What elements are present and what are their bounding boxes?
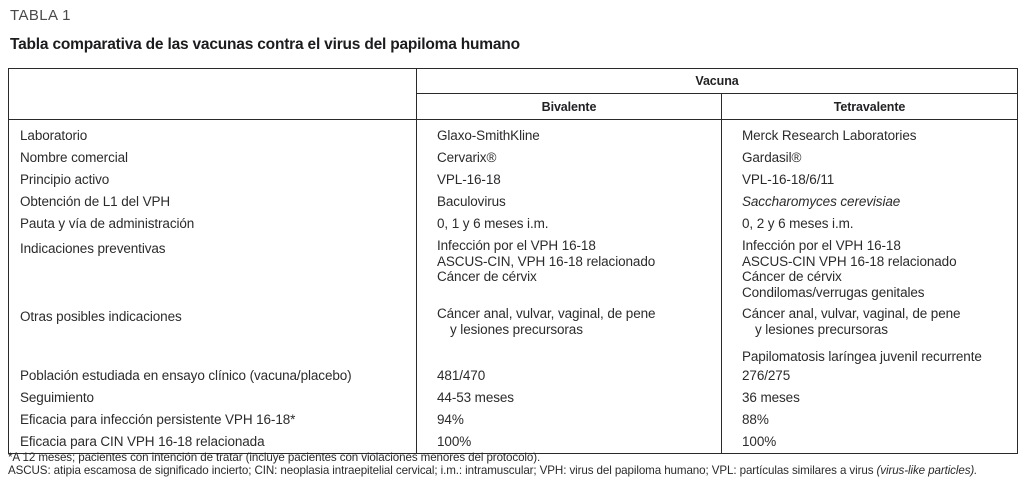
row-label: Obtención de L1 del VPH — [20, 194, 171, 209]
footnote-line-2-text: ASCUS: atipia escamosa de significado incierto; CIN: neoplasia intraepitelial cervical; i.m.: intramuscular; VPH: virus del papiloma humano; VPL: partículas similares a virus — [8, 464, 877, 477]
row-label: Laboratorio — [20, 128, 88, 143]
cell-bivalente: Baculovirus — [417, 191, 722, 213]
cell-bivalente: 481/470 — [417, 365, 722, 387]
table-row — [9, 147, 1018, 169]
footnote-line-2-italic: (virus-like particles). — [876, 464, 978, 477]
table-header — [9, 69, 1018, 120]
table-number-label: TABLA 1 — [10, 7, 71, 24]
row-label: Población estudiada en ensayo clínico (vacuna/placebo) — [20, 367, 352, 383]
footnote-line-1: *A 12 meses; pacientes con intención de tratar (incluye pacientes con violaciones menores del protocolo). — [8, 451, 541, 464]
cell-line: Cáncer de cérvix — [437, 269, 537, 284]
row-label: Eficacia para infección persistente VPH 16-18* — [20, 411, 296, 427]
cell-tetravalente — [722, 301, 1018, 365]
comparison-table-container — [8, 68, 1017, 447]
cell-line: Infección por el VPH 16-18 — [437, 238, 596, 253]
cell-tetravalente: Merck Research Laboratories — [722, 120, 1018, 148]
cell-line: Condilomas/verrugas genitales — [742, 284, 925, 300]
cell-tetravalente: Saccharomyces cerevisiae — [722, 191, 1018, 213]
cell-bivalente — [417, 301, 722, 365]
comparison-table — [8, 68, 1018, 454]
cell-line: Cáncer de cérvix — [742, 269, 842, 284]
cell-tetravalente — [722, 235, 1018, 301]
table-row — [9, 365, 1018, 387]
column-header-tetravalente: Tetravalente — [722, 94, 1018, 120]
row-label: Principio activo — [20, 172, 110, 187]
cell-line: y lesiones precursoras — [755, 321, 888, 337]
cell-line: Cáncer anal, vulvar, vaginal, de pene — [742, 306, 961, 321]
cell-bivalente: 94% — [417, 409, 722, 431]
table-row — [9, 191, 1018, 213]
cell-tetravalente: 0, 2 y 6 meses i.m. — [722, 213, 1018, 235]
column-header-bivalente: Bivalente — [417, 94, 722, 120]
row-label: Pauta y vía de administración — [20, 216, 195, 231]
cell-bivalente: 100% — [417, 431, 722, 454]
row-label: Indicaciones preventivas — [20, 241, 166, 256]
table-body — [9, 120, 1018, 454]
cell-bivalente: 44-53 meses — [417, 387, 722, 409]
row-label: Otras posibles indicaciones — [20, 309, 182, 324]
cell-tetravalente: VPL-16-18/6/11 — [722, 169, 1018, 191]
footnote-line-2 — [8, 464, 1018, 477]
group-header-vacuna: Vacuna — [417, 69, 1018, 94]
cell-bivalente: VPL-16-18 — [417, 169, 722, 191]
table-row — [9, 235, 1018, 301]
cell-line: Cáncer anal, vulvar, vaginal, de pene — [437, 306, 656, 321]
cell-line: y lesiones precursoras — [450, 321, 583, 337]
cell-tetravalente: Gardasil® — [722, 147, 1018, 169]
row-label: Nombre comercial — [20, 150, 128, 165]
cell-line: Infección por el VPH 16-18 — [742, 238, 901, 253]
cell-tetravalente: 100% — [722, 431, 1018, 454]
table-row — [9, 387, 1018, 409]
row-label: Eficacia para CIN VPH 16-18 relacionada — [20, 433, 265, 449]
table-title: Tabla comparativa de las vacunas contra el virus del papiloma humano — [10, 36, 520, 53]
cell-tetravalente: 36 meses — [722, 387, 1018, 409]
table-row — [9, 301, 1018, 365]
cell-tetravalente: 88% — [722, 409, 1018, 431]
footnotes — [8, 451, 1018, 477]
cell-bivalente: Cervarix® — [417, 147, 722, 169]
cell-line: ASCUS-CIN VPH 16-18 relacionado — [742, 253, 957, 269]
table-row — [9, 431, 1018, 454]
table-row — [9, 120, 1018, 148]
table-row — [9, 409, 1018, 431]
cell-tetravalente: 276/275 — [722, 365, 1018, 387]
cell-bivalente: Glaxo-SmithKline — [417, 120, 722, 148]
cell-bivalente: 0, 1 y 6 meses i.m. — [417, 213, 722, 235]
cell-line: Papilomatosis laríngea juvenil recurrente — [742, 349, 982, 364]
cell-line: ASCUS-CIN, VPH 16-18 relacionado — [437, 253, 656, 269]
cell-bivalente — [417, 235, 722, 301]
row-label: Seguimiento — [20, 389, 94, 405]
table-row — [9, 169, 1018, 191]
table-row — [9, 213, 1018, 235]
corner-cell — [9, 69, 417, 120]
